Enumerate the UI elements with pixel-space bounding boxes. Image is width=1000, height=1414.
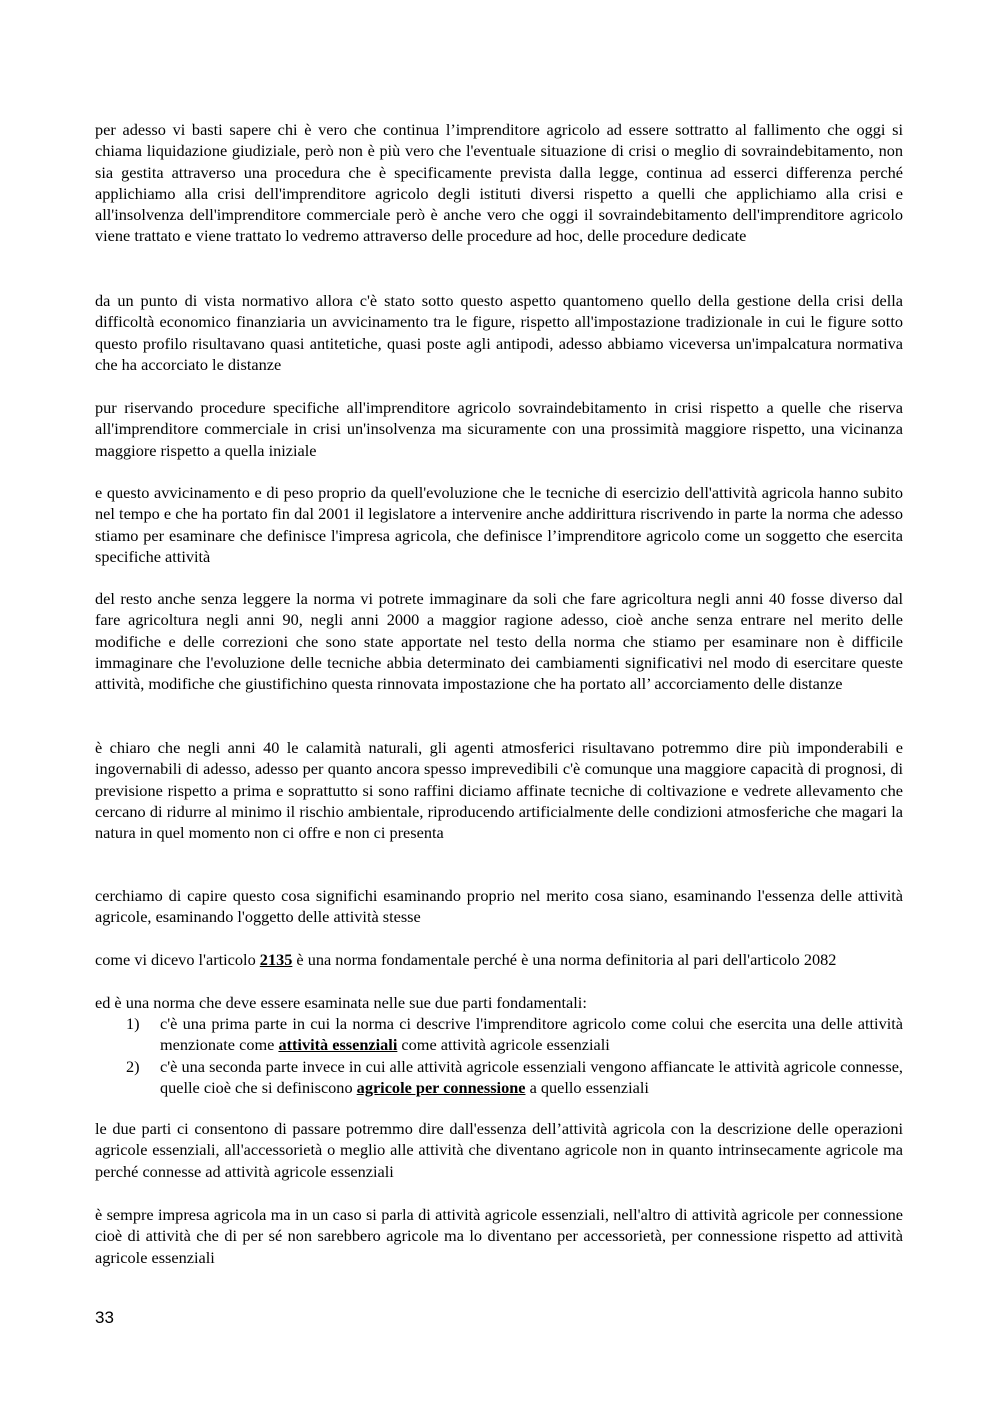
list-item: [95, 1056, 903, 1099]
article-number: 2135: [259, 950, 293, 969]
list-item-emphasis: attività essenziali: [278, 1035, 398, 1055]
article-text-after: è una norma fondamentale perché è una norma definitoria al pari dell'articolo 2082: [292, 950, 837, 969]
paragraph-7: cerchiamo di capire questo cosa significhi esaminando proprio nel merito cosa siano, esaminando l'essenza delle attività agricole, esaminando l'oggetto delle attività stesse: [95, 886, 903, 927]
list-item-text: come attività agricole essenziali: [397, 1035, 610, 1055]
paragraph-1: per adesso vi basti sapere chi è vero che continua l’imprenditore agricolo ad essere sottratto al fallimento che oggi si chiama liquidazione giudiziale, però non è più vero che l'eventuale situazione di crisi o meglio di sovraindebitamento, non sia gestita attraverso una procedura che è specificamente prevista dalla legge, continua ad esserci differenza perché applichiamo alla crisi dell'imprenditore agricolo degli istituti diversi rispetto a quelli che applichiamo alla crisi e all'insolvenza dell'imprenditore commerciale però è anche vero che oggi il sovraindebitamento dell'imprenditore agricolo viene trattato e viene trattato lo vedremo attraverso delle procedure ad hoc, delle procedure dedicate: [95, 120, 903, 246]
paragraph-2: da un punto di vista normativo allora c'è stato sotto questo aspetto quantomeno quello della gestione della crisi della difficoltà economico finanziaria un avvicinamento tra le figure, rispetto all'impostazione tradizionale in cui le figure sotto questo profilo risultavano quasi antitetiche, quasi poste agli antipodi, adesso abbiamo viceversa un'impalcatura normativa che ha accorciato le distanze: [95, 291, 903, 374]
list-item-number: 1): [126, 1014, 140, 1033]
article-text-before: come vi dicevo l'articolo: [95, 950, 260, 969]
numbered-list: [95, 1013, 903, 1098]
list-item-number: 2): [126, 1056, 140, 1076]
paragraph-4: e questo avvicinamento e di peso proprio da quell'evoluzione che le tecniche di esercizio dell'attività agricola hanno subito nel tempo e che ha portato fin dal 2001 il legislatore a intervenire anche addirittura riscrivendo in parte la norma che adesso stiamo per esaminare che definisce l'impresa agricola, che definisce l’imprenditore agricolo come un soggetto che esercita specifiche attività: [95, 483, 903, 566]
list-item-text: c'è una seconda parte invece in cui alle attività agricole essenziali vengono affiancate le attività agricole connesse, quelle cioè che si definiscono: [160, 1056, 903, 1097]
list-intro: ed è una norma che deve essere esaminata nelle sue due parti fondamentali:: [95, 993, 587, 1012]
article-paragraph: [95, 949, 903, 970]
paragraph-6: è chiaro che negli anni 40 le calamità naturali, gli agenti atmosferici risultavano potremmo dire più imponderabili e ingovernabili di adesso, adesso per quanto ancora spesso imprevedibili c'è comunque una maggiore capacità di prognosi, di previsione rispetto a prima e soprattutto si sono raffini diciamo affinate tecniche di coltivazione e vedrete allevamento che cercano di ridurre al minimo il rischio ambientale, riproducendo artificialmente delle condizioni atmosferiche che magari la natura in quel momento non ci offre e non ci presenta: [95, 738, 903, 843]
list-item: [95, 1013, 903, 1056]
closing-paragraph-1: le due parti ci consentono di passare potremmo dire dall'essenza dell’attività agricola con la descrizione delle operazioni agricole essenziali, all'accessorietà o meglio alle attività che diventano agricole non in quanto intrinsecamente agricole ma perché connesse ad attività agricole essenziali: [95, 1119, 903, 1181]
list-item-emphasis: agricole per connessione: [356, 1077, 526, 1097]
page-number: 33: [95, 1308, 114, 1327]
list-item-text: a quello essenziali: [525, 1077, 649, 1097]
paragraph-5: del resto anche senza leggere la norma vi potrete immaginare da soli che fare agricoltura negli anni 40 fosse diverso dal fare agricoltura negli anni 90, negli anni 2000 a maggior ragione adesso, cioè anche senza entrare nel merito delle modifiche e delle correzioni che sono state apportate nel testo della norma che stiamo per esaminare non è difficile immaginare che l'evoluzione delle tecniche abbia determinato dei cambiamenti significativi nel modo di esercitare queste attività, modifiche che giustifichino questa rinnovata impostazione che ha portato all’ accorciamento delle distanze: [95, 589, 903, 694]
closing-paragraph-2: è sempre impresa agricola ma in un caso si parla di attività agricole essenziali, nell'altro di attività agricole per connessione cioè di attività che di per sé non sarebbero agricole ma lo diventano per accessorietà, per connessione rispetto ad attività agricole essenziali: [95, 1205, 903, 1267]
paragraph-3: pur riservando procedure specifiche all'imprenditore agricolo sovraindebitamento in crisi rispetto a quelle che riserva all'imprenditore commerciale in crisi un'insolvenza ma sicuramente con una prossimità maggiore rispetto, una vicinanza maggiore rispetto a quella iniziale: [95, 398, 903, 460]
list-item-text: c'è una prima parte in cui la norma ci descrive l'imprenditore agricolo come colui che esercita una delle attività menzionate come: [160, 1014, 903, 1055]
